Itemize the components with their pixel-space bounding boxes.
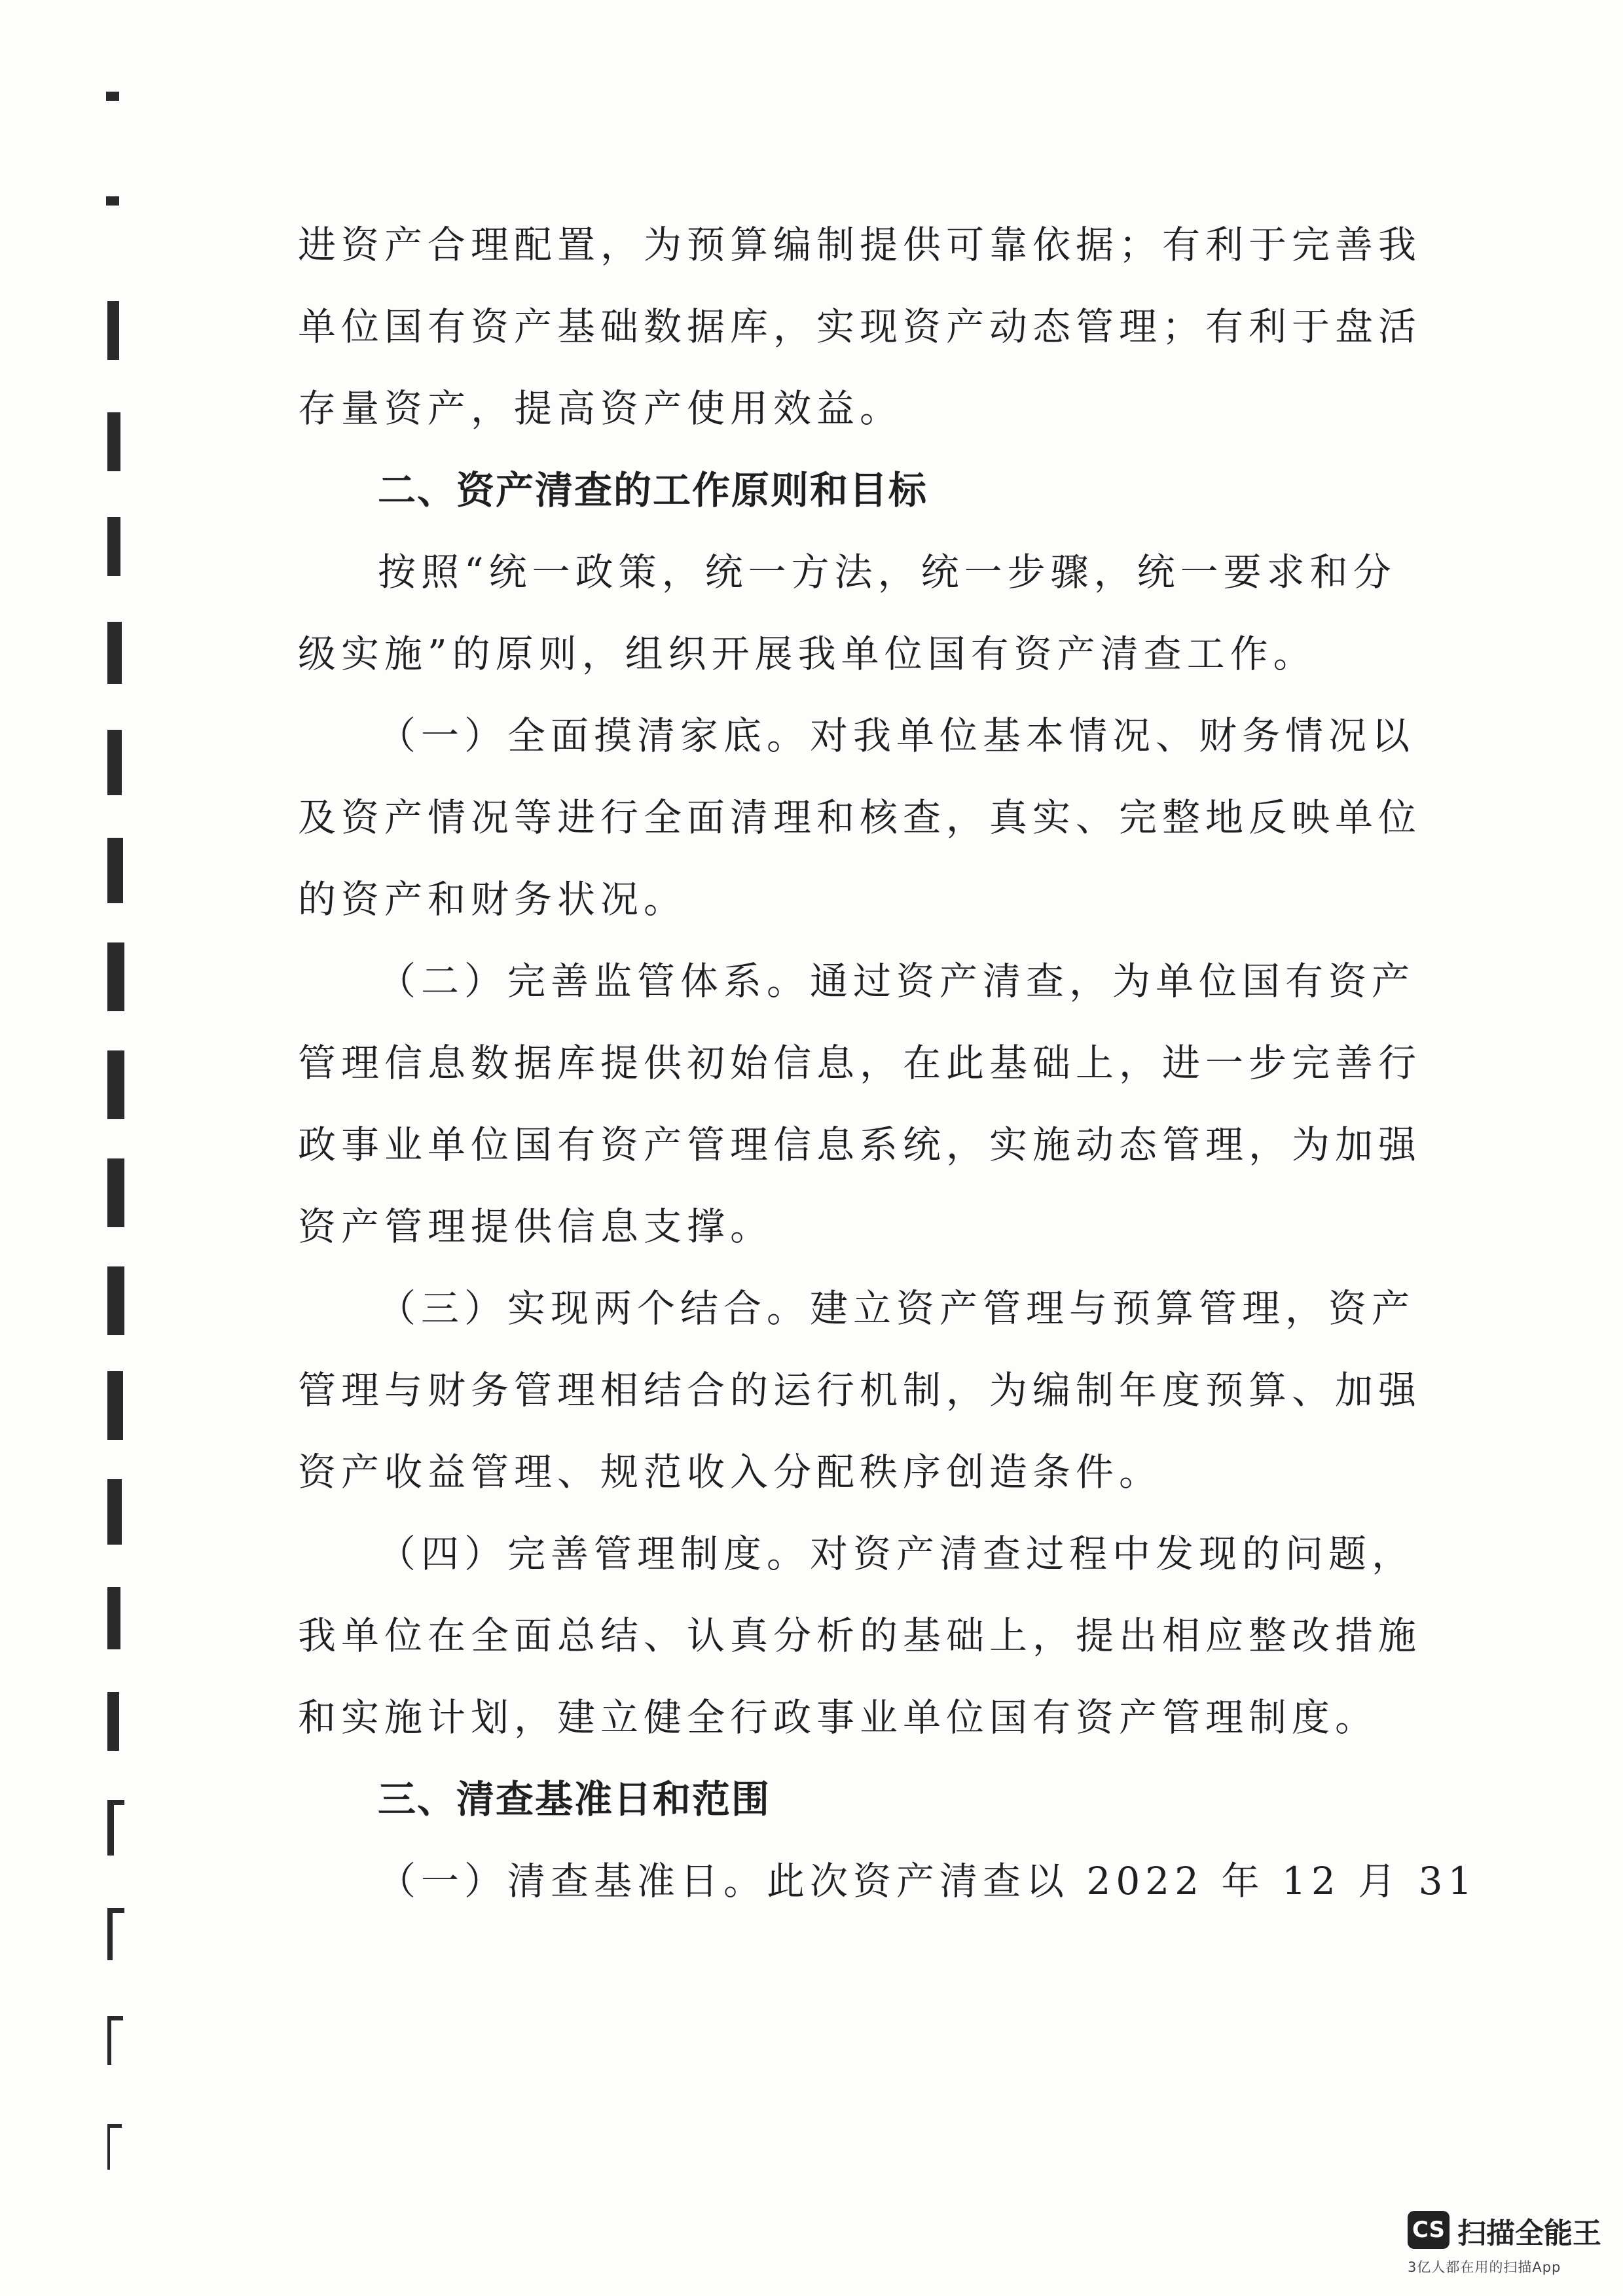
watermark-tagline: 3亿人都在用的扫描App <box>1408 2259 1561 2275</box>
text-line: （三）实现两个结合。建立资产管理与预算管理，资产 <box>378 1286 1415 1331</box>
text-line: 按照“统一政策，统一方法，统一步骤，统一要求和分 <box>378 550 1396 594</box>
text-line: 资产管理提供信息支撑。 <box>298 1204 774 1249</box>
text-line: 资产收益管理、规范收入分配秩序创造条件。 <box>298 1450 1163 1494</box>
text-line: 我单位在全面总结、认真分析的基础上，提出相应整改措施 <box>298 1613 1422 1658</box>
section-heading: 二、资产清查的工作原则和目标 <box>378 468 928 512</box>
text-line: 存量资产，提高资产使用效益。 <box>298 386 903 431</box>
text-line: 单位国有资产基础数据库，实现资产动态管理；有利于盘活 <box>298 304 1422 349</box>
text-line: （四）完善管理制度。对资产清查过程中发现的问题， <box>378 1532 1415 1576</box>
text-line: 管理信息数据库提供初始信息，在此基础上，进一步完善行 <box>298 1041 1422 1085</box>
binding-marks <box>98 0 137 2296</box>
watermark-app-name: 扫描全能王 <box>1457 2217 1601 2250</box>
camscanner-logo-icon: CS <box>1408 2211 1450 2249</box>
text-line: 的资产和财务状况。 <box>298 877 687 922</box>
text-line: （一）全面摸清家底。对我单位基本情况、财务情况以 <box>378 713 1415 758</box>
text-line: 级实施”的原则，组织开展我单位国有资产清查工作。 <box>298 632 1317 676</box>
section-heading: 三、清查基准日和范围 <box>378 1777 771 1821</box>
text-line: 进资产合理配置，为预算编制提供可靠依据；有利于完善我 <box>298 223 1422 267</box>
document-body <box>298 204 1478 1922</box>
text-line: 管理与财务管理相结合的运行机制，为编制年度预算、加强 <box>298 1368 1422 1412</box>
text-line: 和实施计划，建立健全行政事业单位国有资产管理制度。 <box>298 1695 1379 1740</box>
text-line: 政事业单位国有资产管理信息系统，实施动态管理，为加强 <box>298 1122 1422 1167</box>
text-line: （二）完善监管体系。通过资产清查，为单位国有资产 <box>378 959 1415 1003</box>
scanner-watermark <box>1408 2206 1604 2278</box>
text-line: 及资产情况等进行全面清理和核查，真实、完整地反映单位 <box>298 795 1422 840</box>
text-line: （一）清查基准日。此次资产清查以 2022 年 12 月 31 <box>378 1859 1478 1903</box>
